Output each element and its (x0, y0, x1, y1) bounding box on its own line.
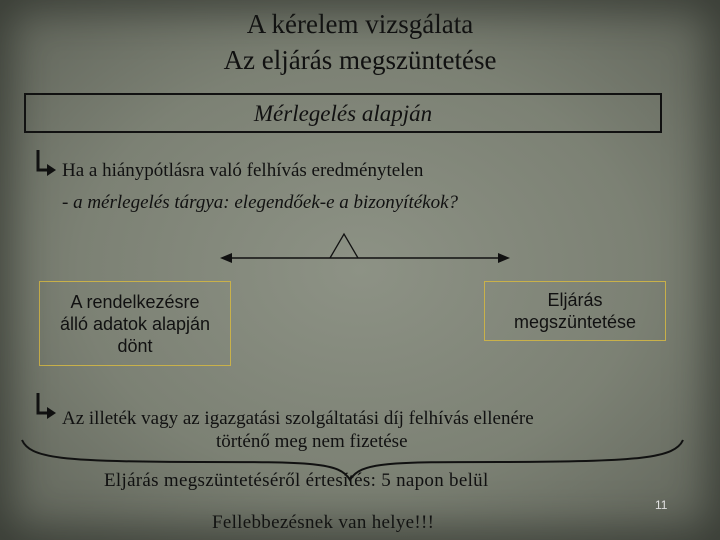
slide-subtitle: Az eljárás megszüntetése (223, 45, 497, 75)
section-banner: Mérlegelés alapján (24, 93, 662, 133)
fee-text: történő meg nem fizetése (216, 431, 408, 452)
option-decide-box (39, 281, 231, 366)
appeal-text: Fellebbezésnek van helye!!! (212, 512, 435, 533)
option-decide-line: A rendelkezésre (70, 291, 200, 312)
bent-arrow-icon (34, 393, 56, 415)
condition-text: Ha a hiánypótlásra való felhívás eredménytelen (62, 160, 424, 181)
question-text: - a mérlegelés tárgya: elegendőek-e a bizonyítékok? (62, 192, 459, 213)
page-number: 11 (655, 498, 668, 512)
notice-text: Eljárás megszüntetéséről értesítés: 5 napon belül (104, 470, 489, 491)
option-terminate-line: megszüntetése (513, 312, 637, 332)
slide-title: A kérelem vizsgálata (246, 9, 474, 39)
fee-text: Az illeték vagy az igazgatási szolgáltatási díj felhívás ellenére (62, 408, 534, 429)
option-decide-line: álló adatok alapján (59, 313, 211, 334)
option-terminate-line: Eljárás (547, 290, 603, 310)
option-terminate-box (484, 281, 666, 341)
option-decide-line: dönt (117, 335, 153, 356)
